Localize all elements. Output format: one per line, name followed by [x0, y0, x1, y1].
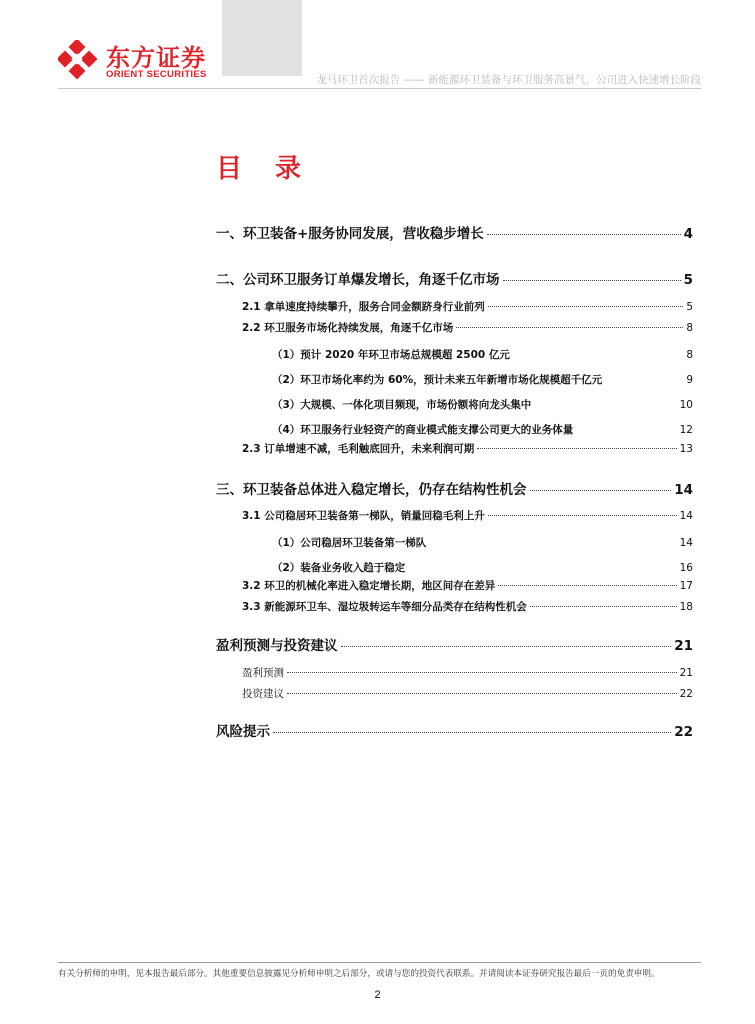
header-divider — [58, 88, 701, 89]
dot-leader — [287, 693, 677, 694]
toc-entry-profit-forecast-sub[interactable] — [242, 665, 693, 680]
toc-entry-text: （2）装备业务收入趋于稳定 — [272, 562, 406, 574]
toc-entry-3-1[interactable] — [242, 508, 693, 523]
toc-entry-text: （3）大规模、一体化项目频现，市场份额将向龙头集中 — [272, 399, 532, 411]
toc-entry-2-2-3[interactable] — [272, 397, 693, 412]
toc-page-number: 8 — [686, 349, 693, 361]
footer-disclaimer: 有关分析师的申明，见本报告最后部分。其他重要信息披露见分析师申明之后部分，或请与您的投资代表联系。并请阅读本证券研究报告最后一页的免责申明。 — [58, 969, 660, 979]
dot-leader — [530, 606, 677, 607]
toc-entry-profit-forecast[interactable] — [216, 634, 693, 654]
logo-mark-icon — [58, 40, 98, 80]
toc-entry-text: （4）环卫服务行业轻资产的商业模式能支撑公司更大的业务体量 — [272, 424, 574, 436]
toc-page-number: 5 — [683, 272, 693, 288]
toc-title: 目 录 — [216, 154, 314, 184]
toc-page-number: 17 — [679, 580, 693, 592]
toc-entry-section-1[interactable] — [216, 222, 693, 242]
toc-entry-text: 盈利预测与投资建议 — [216, 638, 338, 654]
toc-page-number: 14 — [679, 510, 693, 522]
dot-leader — [273, 732, 671, 733]
toc-page-number: 21 — [679, 667, 693, 679]
toc-page-number: 18 — [679, 601, 693, 613]
toc-entry-2-1[interactable] — [242, 299, 693, 314]
toc-entry-text: 三、环卫装备总体进入稳定增长，仍存在结构性机会 — [216, 482, 527, 498]
toc-entry-3-2[interactable] — [242, 578, 693, 593]
toc-page-number: 13 — [679, 443, 693, 455]
toc-entry-2-3[interactable] — [242, 441, 693, 456]
toc-entry-2-2[interactable] — [242, 320, 693, 335]
toc-entry-investment-advice[interactable] — [242, 686, 693, 701]
page-number: 2 — [374, 989, 381, 1001]
toc-page-number: 21 — [674, 638, 693, 654]
toc-entry-text: 一、环卫装备+服务协同发展，营收稳步增长 — [216, 226, 484, 242]
toc-entry-2-2-2[interactable] — [272, 372, 693, 387]
dot-leader — [488, 306, 684, 307]
toc-page-number: 8 — [686, 322, 693, 334]
toc-page-number: 5 — [686, 301, 693, 313]
toc-entry-text: 二、公司环卫服务订单爆发增长，角逐千亿市场 — [216, 272, 500, 288]
toc-entry-text: 风险提示 — [216, 724, 270, 740]
toc-page-number: 16 — [679, 562, 693, 574]
toc-entry-text: 3.2 环卫的机械化率进入稳定增长期，地区间存在差异 — [242, 580, 496, 592]
header-accent-bar — [222, 0, 302, 76]
dot-leader — [530, 490, 672, 491]
footer-divider — [58, 962, 701, 963]
toc-entry-text: 3.3 新能源环卫车、湿垃圾转运车等细分品类存在结构性机会 — [242, 601, 527, 613]
toc-entry-text: 2.2 环卫服务市场化持续发展，角逐千亿市场 — [242, 322, 454, 334]
toc-entry-section-2[interactable] — [216, 268, 693, 288]
toc-entry-text: 2.3 订单增速不减，毛利触底回升，未来利润可期 — [242, 443, 475, 455]
dot-leader — [488, 515, 677, 516]
toc-page-number: 14 — [674, 482, 693, 498]
toc-page-number: 4 — [683, 226, 693, 242]
dot-leader — [456, 327, 683, 328]
toc-page-number: 10 — [679, 399, 693, 411]
toc-entry-text: 盈利预测 — [242, 667, 284, 679]
brand-name-en: ORIENT SECURITIES — [106, 69, 207, 80]
dot-leader — [503, 280, 681, 281]
dot-leader — [287, 672, 677, 673]
toc-entry-3-1-2[interactable] — [272, 560, 693, 575]
toc-entry-text: 投资建议 — [242, 688, 284, 700]
toc-page-number: 12 — [679, 424, 693, 436]
dot-leader — [487, 234, 681, 235]
orient-securities-logo — [58, 38, 208, 84]
toc-entry-section-3[interactable] — [216, 478, 693, 498]
dot-leader — [341, 646, 672, 647]
toc-entry-3-3[interactable] — [242, 599, 693, 614]
toc-entry-3-1-1[interactable] — [272, 535, 693, 550]
toc-entry-text: （1）公司稳居环卫装备第一梯队 — [272, 537, 427, 549]
toc-page-number: 9 — [686, 374, 693, 386]
toc-entry-text: （2）环卫市场化率约为 60%，预计未来五年新增市场化规模超千亿元 — [272, 374, 603, 386]
toc-page-number: 14 — [679, 537, 693, 549]
toc-entry-text: （1）预计 2020 年环卫市场总规模超 2500 亿元 — [272, 349, 510, 361]
dot-leader — [477, 448, 676, 449]
toc-entry-2-2-4[interactable] — [272, 422, 693, 437]
brand-name-cn: 东方证券 — [106, 44, 206, 72]
dot-leader — [498, 585, 676, 586]
toc-entry-2-2-1[interactable] — [272, 347, 693, 362]
toc-page-number: 22 — [674, 724, 693, 740]
toc-entry-text: 2.1 拿单速度持续攀升，服务合同金额跻身行业前列 — [242, 301, 485, 313]
toc-entry-text: 3.1 公司稳居环卫装备第一梯队，销量回稳毛利上升 — [242, 510, 485, 522]
toc-entry-risk-warning[interactable] — [216, 720, 693, 740]
toc-page-number: 22 — [679, 688, 693, 700]
running-header: 龙马环卫首次报告 —— 新能源环卫装备与环卫服务高景气，公司进入快速增长阶段 — [316, 74, 701, 86]
